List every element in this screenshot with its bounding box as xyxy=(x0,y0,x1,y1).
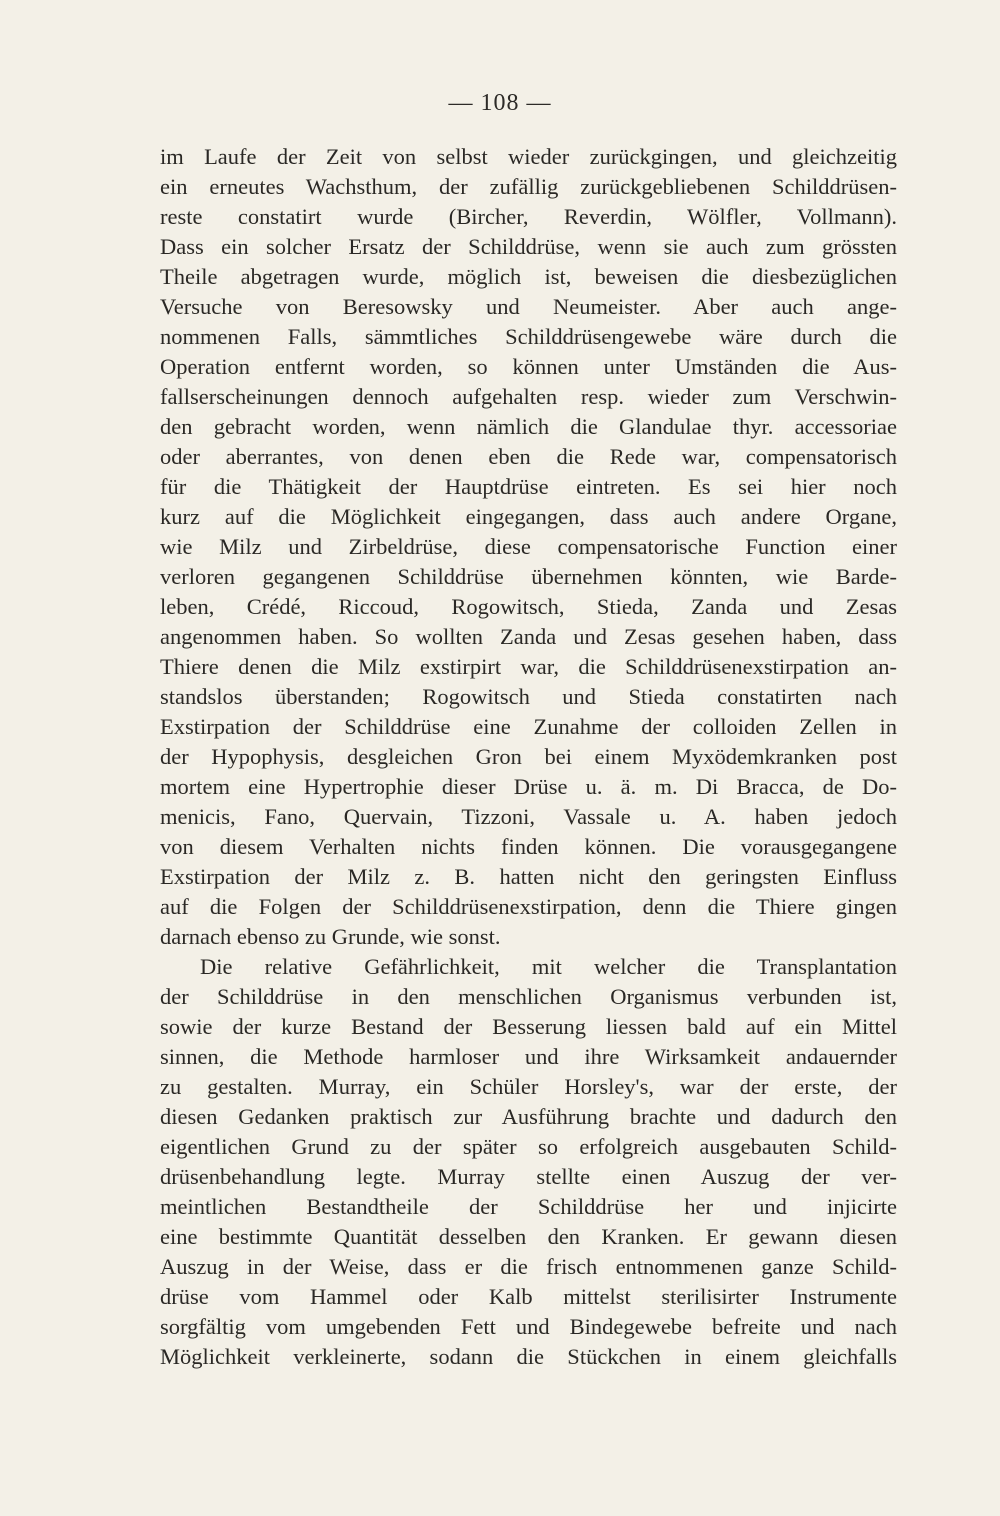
text-line: sorgfältig vom umgebenden Fett und Bindegewebe befreite und nach xyxy=(160,1314,897,1339)
text-line: im Laufe der Zeit von selbst wieder zurückgingen, und gleichzeitig xyxy=(160,144,897,169)
page-number: — 108 — xyxy=(448,90,552,116)
text-line: der Hypophysis, desgleichen Gron bei einem Myxödemkranken post xyxy=(160,744,897,769)
text-line: auf die Folgen der Schilddrüsenexstirpation, denn die Thiere gingen xyxy=(160,894,897,919)
text-line: meintlichen Bestandtheile der Schilddrüse her und injicirte xyxy=(160,1194,897,1219)
text-line: angenommen haben. So wollten Zanda und Zesas gesehen haben, dass xyxy=(160,624,897,649)
text-line: Möglichkeit verkleinerte, sodann die Stückchen in einem gleichfalls xyxy=(160,1344,897,1369)
text-line: der Schilddrüse in den menschlichen Organismus verbunden ist, xyxy=(160,984,897,1009)
text-line: drüsenbehandlung legte. Murray stellte einen Auszug der ver- xyxy=(160,1164,897,1189)
text-line: für die Thätigkeit der Hauptdrüse eintreten. Es sei hier noch xyxy=(160,474,897,499)
text-line: Exstirpation der Milz z. B. hatten nicht den geringsten Einfluss xyxy=(160,864,897,889)
text-line: leben, Crédé, Riccoud, Rogowitsch, Stieda, Zanda und Zesas xyxy=(160,594,897,619)
text-line: wie Milz und Zirbeldrüse, diese compensatorische Function einer xyxy=(160,534,897,559)
text-line: drüse vom Hammel oder Kalb mittelst sterilisirter Instrumente xyxy=(160,1284,897,1309)
text-line: fallserscheinungen dennoch aufgehalten resp. wieder zum Verschwin- xyxy=(160,384,897,409)
text-line: Auszug in der Weise, dass er die frisch entnommenen ganze Schild- xyxy=(160,1254,897,1279)
text-line: Dass ein solcher Ersatz der Schilddrüse, wenn sie auch zum grössten xyxy=(160,234,897,259)
paragraph-1 xyxy=(160,142,897,952)
text-line: Versuche von Beresowsky und Neumeister. Aber auch ange- xyxy=(160,294,897,319)
text-line: ein erneutes Wachsthum, der zufällig zurückgebliebenen Schilddrüsen- xyxy=(160,174,897,199)
body-text xyxy=(160,142,897,1372)
text-line: standslos überstanden; Rogowitsch und Stieda constatirten nach xyxy=(160,684,897,709)
text-line: zu gestalten. Murray, ein Schüler Horsley's, war der erste, der xyxy=(160,1074,897,1099)
text-line: Exstirpation der Schilddrüse eine Zunahme der colloiden Zellen in xyxy=(160,714,897,739)
text-line: Thiere denen die Milz exstirpirt war, die Schilddrüsenexstirpation an- xyxy=(160,654,897,679)
text-line: sowie der kurze Bestand der Besserung liessen bald auf ein Mittel xyxy=(160,1014,897,1039)
text-line: kurz auf die Möglichkeit eingegangen, dass auch andere Organe, xyxy=(160,504,897,529)
text-line: menicis, Fano, Quervain, Tizzoni, Vassale u. A. haben jedoch xyxy=(160,804,897,829)
text-line: nommenen Falls, sämmtliches Schilddrüsengewebe wäre durch die xyxy=(160,324,897,349)
paragraph-2 xyxy=(160,952,897,1372)
text-line: den gebracht worden, wenn nämlich die Glandulae thyr. accessoriae xyxy=(160,414,897,439)
text-line: darnach ebenso zu Grunde, wie sonst. xyxy=(160,924,501,949)
text-line: eigentlichen Grund zu der später so erfolgreich ausgebauten Schild- xyxy=(160,1134,897,1159)
text-line: diesen Gedanken praktisch zur Ausführung brachte und dadurch den xyxy=(160,1104,897,1129)
text-line: Operation entfernt worden, so können unter Umständen die Aus- xyxy=(160,354,897,379)
text-line: mortem eine Hypertrophie dieser Drüse u. ä. m. Di Bracca, de Do- xyxy=(160,774,897,799)
text-line: von diesem Verhalten nichts finden können. Die vorausgegangene xyxy=(160,834,897,859)
text-line: Theile abgetragen wurde, möglich ist, beweisen die diesbezüglichen xyxy=(160,264,897,289)
text-line: Die relative Gefährlichkeit, mit welcher die Transplantation xyxy=(200,954,897,979)
text-line: sinnen, die Methode harmloser und ihre Wirksamkeit andauernder xyxy=(160,1044,897,1069)
text-line: reste constatirt wurde (Bircher, Reverdin, Wölfler, Vollmann). xyxy=(160,204,897,229)
text-line: eine bestimmte Quantität desselben den Kranken. Er gewann diesen xyxy=(160,1224,897,1249)
text-line: oder aberrantes, von denen eben die Rede war, compensatorisch xyxy=(160,444,897,469)
text-line: verloren gegangenen Schilddrüse übernehmen könnten, wie Barde- xyxy=(160,564,897,589)
